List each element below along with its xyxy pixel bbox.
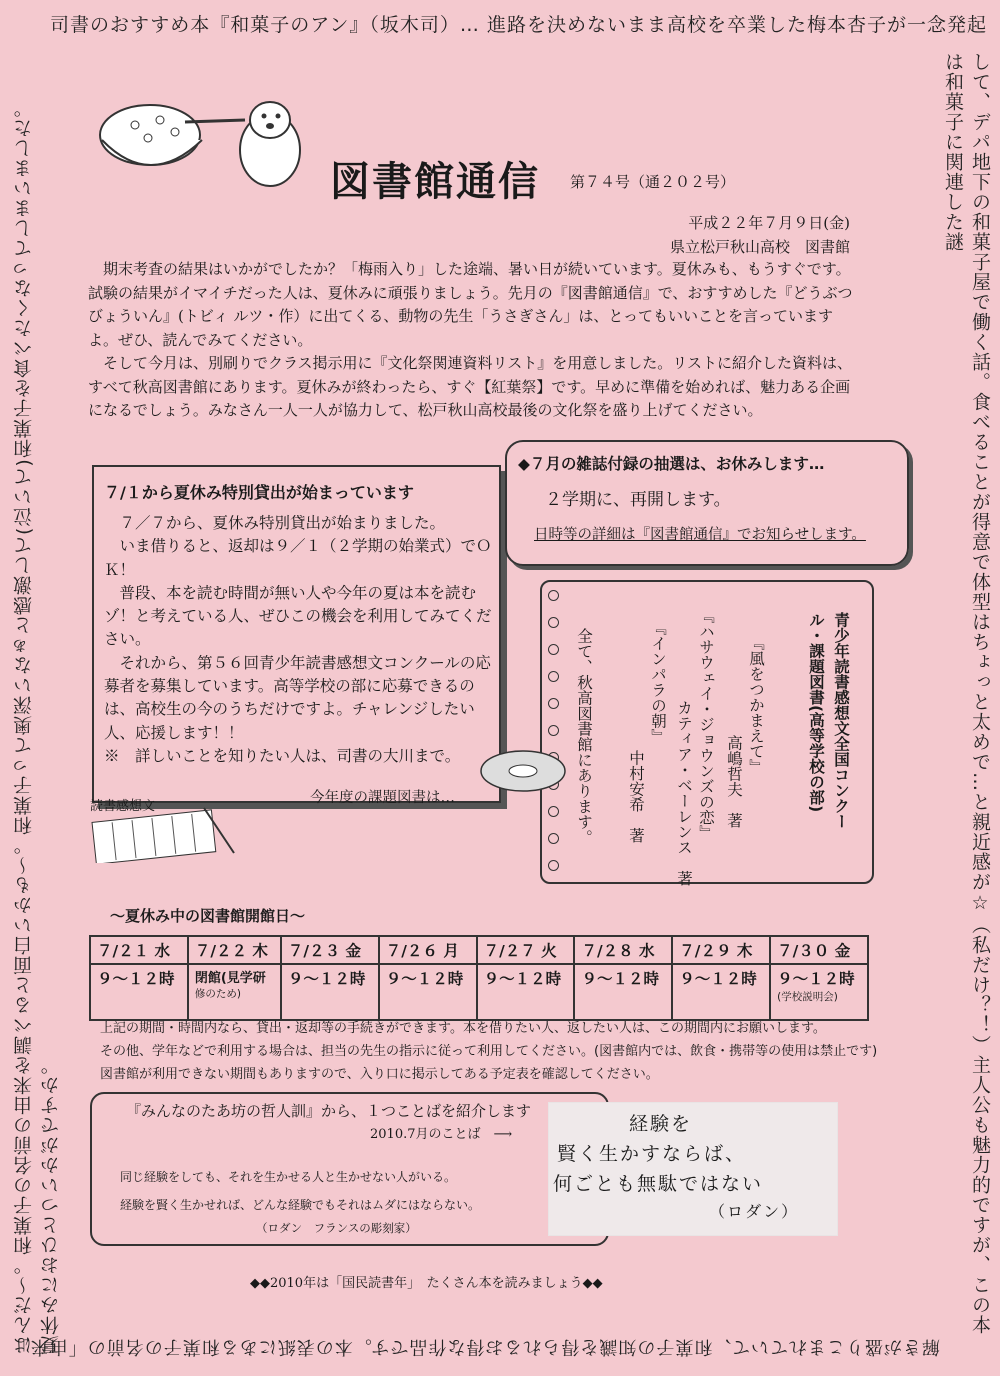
handwritten-right-note: して、デパ地下の和菓子屋で働く話。食べることが得意で体型はちょっと太めで…と親近感が☆（私だけ？！）主人公も魅力的ですが、この本は和菓子に関連した謎 (942, 52, 991, 1335)
summer-hours-table (89, 935, 869, 1021)
calligraphy-line: 何ごとも無駄ではない (553, 1173, 764, 1195)
hours-date: ７/２３ 金 (281, 936, 379, 964)
essay-label: 読書感想文 (90, 799, 156, 814)
hours-date: ７/２１ 水 (90, 936, 188, 964)
summer-loan-body (104, 512, 494, 768)
summer-loan-title: ７/１から夏休み特別貸出が始まっています (104, 483, 414, 502)
contest-title-2: ル・課題図書(高等学校の部) (807, 612, 825, 813)
handwritten-bottom-note: 解きが盛りこまれていて、和菓子の知識を得られるお得な作品です。本の表紙にある和菓子の名前の「由来」 (10, 1336, 940, 1357)
quote-line-2: 経験を賢く生かせれば、どんな経験でもそれはムダにはならない。 (120, 1198, 481, 1212)
hours-date: ７/２７ 火 (477, 936, 575, 964)
handwritten-left-note: はんだ〜。和菓子の名前の由来を調べると面白いかも〜。和菓子って奥深いなぁと感激して(泣いて)和菓子を食べたくなってしまいました。夏休みにおひとついかがですか。 (13, 98, 62, 1355)
hours-time: 閉館(見学研 修のため) (188, 964, 281, 1020)
hours-date: ７/２８ 水 (574, 936, 672, 964)
intro-paragraph-3: そして今月は、別刷りでクラス掲示用に『文化祭関連資料リスト』を用意しました。リストに紹介した資料は、すべて秋高図書館にあります。夏休みが終わったら、すぐ【紅葉祭】です。早めに準備を始めれば、魅力ある企画になるでしょう。みなさん一人一人が協力して、松戸秋山高校最後の文化祭を盛り上げてください。 (88, 354, 852, 419)
magazine-resume-text: ２学期に、再開します。 (545, 490, 731, 510)
book-author-3: 中村安希 著 (627, 750, 645, 843)
hours-time: ９～１２時 (477, 964, 575, 1020)
summer-hours-title: ～夏休み中の図書館開館日～ (110, 907, 306, 925)
hours-time: ９～１２時 (379, 964, 477, 1020)
hours-date: ７/２９ 木 (672, 936, 770, 964)
book-title-2: 『ハサウェイ・ジョウンズの恋』 (697, 608, 715, 841)
hours-notes (100, 1017, 920, 1086)
intro-text (88, 258, 858, 423)
penguin-shaved-ice-illustration (90, 80, 330, 190)
this-year-books-caption: 今年度の課題図書は… (310, 790, 455, 806)
book-title-3: 『インパラの朝』 (649, 620, 667, 744)
book-title-1: 『風をつかまえて』 (747, 635, 765, 775)
disc-illustration (478, 745, 568, 797)
intro-paragraph-2: 試験の結果がイマイチだった人は、夏休みに頑張りましょう。先月の『図書館通信』で、おすすめした『どうぶつびょういん』(トビィ ルツ・作）に出てくる、動物の先生「うさぎさん」は、とってもいいことを言っていますよ。ぜひ、読んでみてください。 (88, 283, 853, 349)
hours-time: ９～１２時 (574, 964, 672, 1020)
hours-time: ９～１２時 (672, 964, 770, 1020)
hours-note: 図書館が利用できない期間もありますので、入り口に掲示してある予定表を確認してください。 (100, 1067, 659, 1082)
intro-paragraph-1: 期末考査の結果はいかがでしたか？「梅雨入り」した途端、暑い日が続いています。夏休みも、もうすぐです。 (103, 260, 851, 278)
quote-credit: （ロダン フランスの彫刻家） (256, 1221, 417, 1235)
issue-date: 平成２２年７月９日(金) (688, 214, 850, 232)
loan-line: ７／７から、夏休み特別貸出が始まりました。 (104, 514, 446, 532)
issue-number: 第７４号（通２０２号） (570, 173, 736, 191)
hours-time: ９～１２時 (281, 964, 379, 1020)
quote-line-1: 同じ経験をしても、それを生かせる人と生かせない人がいる。 (120, 1170, 457, 1184)
loan-line: ※ 詳しいことを知りたい人は、司書の大川まで。 (104, 746, 461, 765)
hours-date: ７/２６ 月 (379, 936, 477, 964)
calligraphy-line: 賢く生かすならば、 (557, 1143, 747, 1165)
quote-month: 2010.7月のことば ⟶ (370, 1127, 513, 1142)
hours-date: ７/３０ 金 (770, 936, 868, 964)
handwritten-top-note: 司書のおすすめ本『和菓子のアン』（坂木司）… 進路を決めないまま高校を卒業した梅本杏子が一念発起 (50, 14, 987, 36)
book-author-1: 高嶋哲夫 著 (725, 735, 743, 828)
loan-line: それから、第５６回青少年読書感想文コンクールの応募者を募集しています。高等学校の部に応募できるのは、高校生の今のうちだけですよ。チャレンジしたい人、応援します！！ (104, 653, 491, 742)
magazine-notice-title: ◆７月の雑誌付録の抽選は、お休みします… (518, 455, 825, 473)
quote-intro: 『みんなのたあ坊の哲人訓』から、１つことばを紹介します (126, 1102, 532, 1120)
calligraphy-quote (548, 1102, 838, 1236)
calligraphy-line: 経験を (629, 1113, 693, 1135)
hours-time: ９～１２時 (学校説明会) (770, 964, 868, 1020)
loan-line: いま借りると、返却は９／１（２学期の始業式）でＯＫ！ (104, 537, 492, 579)
school-name: 県立松戸秋山高校 図書館 (669, 238, 850, 256)
contest-closing: 全て、秋高図書館にあります。 (575, 628, 593, 845)
footer-slogan: ◆◆2010年は「国民読書年」 たくさん本を読みましょう◆◆ (250, 1276, 603, 1291)
calligraphy-line: （ロダン） (709, 1202, 800, 1221)
scroll-binding-holes (548, 590, 560, 870)
magazine-details-text: 日時等の詳細は『図書館通信』でお知らせします。 (534, 527, 866, 543)
hours-note: 上記の期間・時間内なら、貸出・返却等の手続きができます。本を借りたい人、返したい人は、この期間内にお願いします。 (100, 1021, 826, 1036)
hours-note: その他、学年などで利用する場合は、担当の先生の指示に従って利用してください。(図書館内では、飲食・携帯等の使用は禁止です) (100, 1044, 878, 1059)
contest-title-1: 青少年読書感想文全国コンクー (832, 612, 850, 829)
newsletter-title: 図書館通信 (330, 158, 540, 205)
loan-line: 普段、本を読む時間が無い人や今年の夏は本を読むゾ！と考えている人、ぜひこの機会を利用してみてください。 (104, 583, 492, 649)
hours-date: ７/２２ 木 (188, 936, 281, 964)
hours-time: ９～１２時 (90, 964, 188, 1020)
book-author-2: カティア・ベーレンス 著 (675, 700, 693, 886)
